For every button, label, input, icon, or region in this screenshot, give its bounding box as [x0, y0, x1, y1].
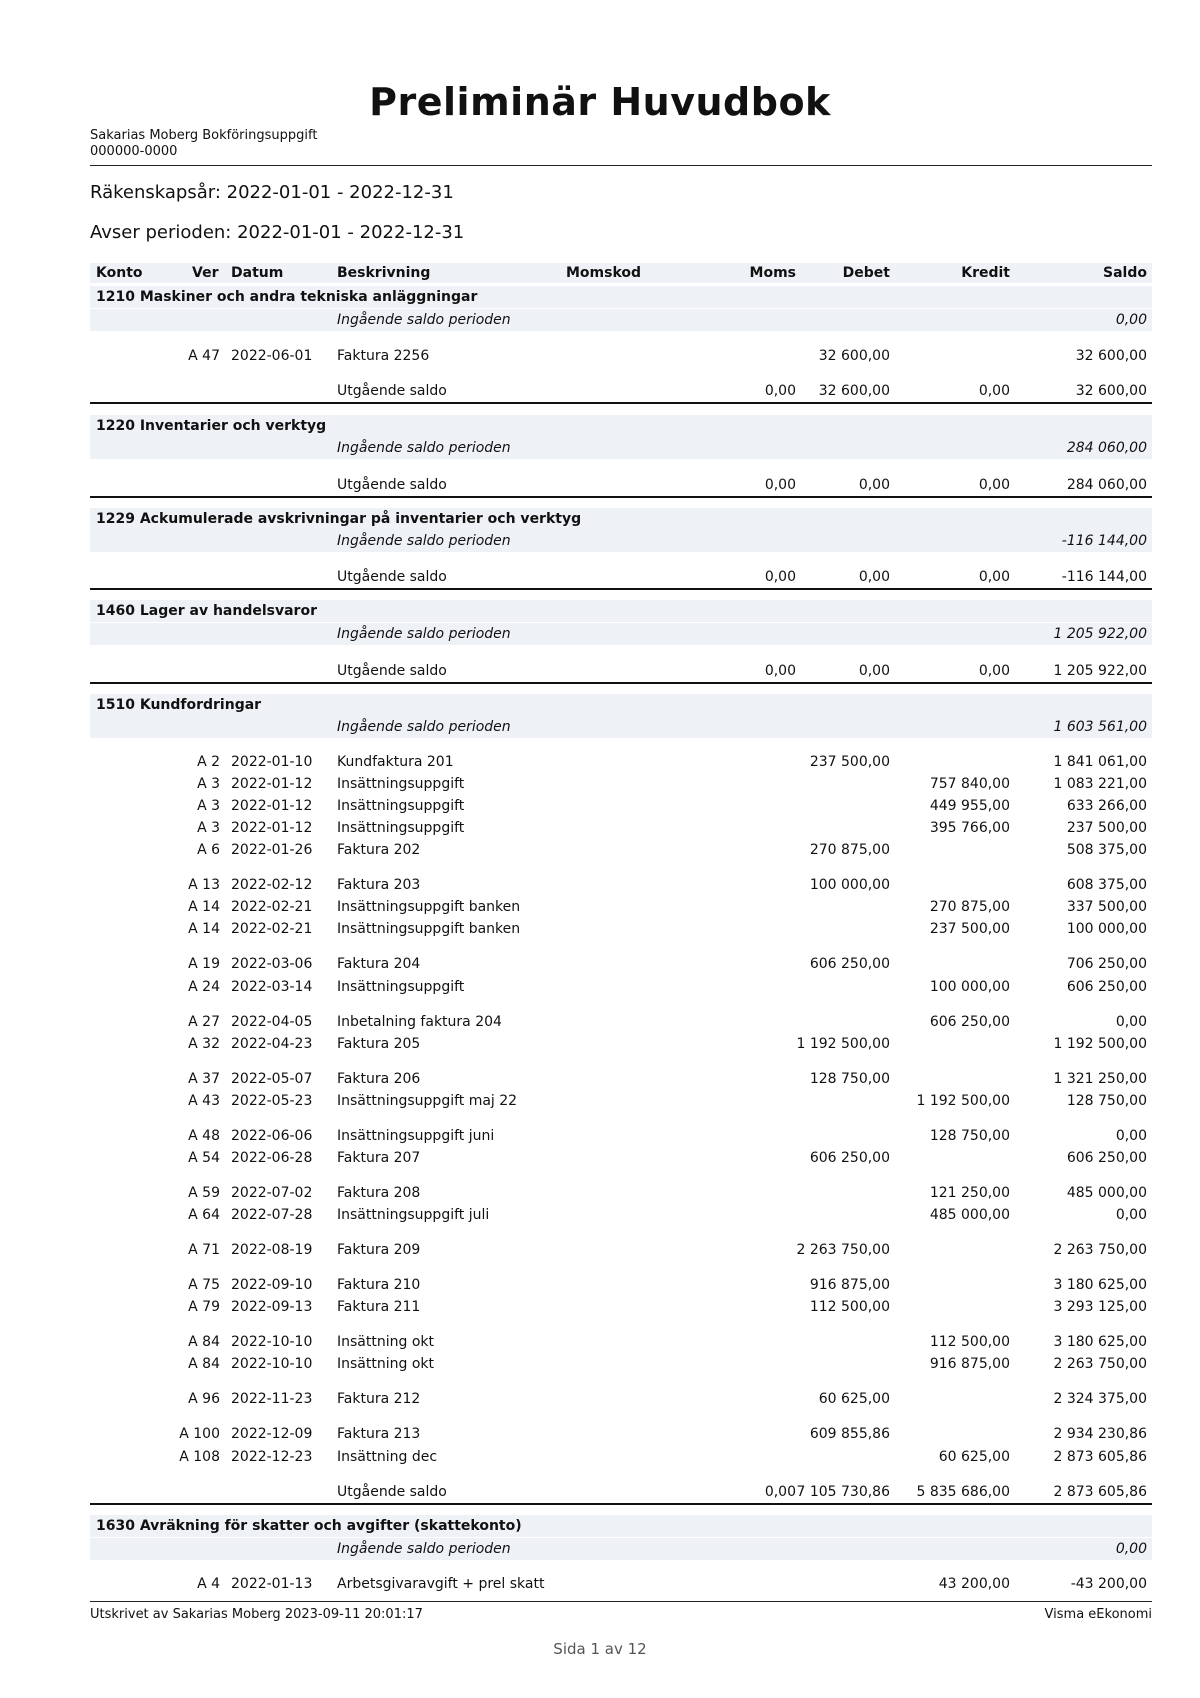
opening-balance-row [90, 437, 1152, 459]
closing-kredit: 5 835 686,00 [916, 1484, 1010, 1500]
ver-number: A 59 [188, 1185, 220, 1201]
transaction-date: 2022-01-12 [231, 798, 313, 814]
closing-moms: 0,00 [764, 569, 796, 585]
kredit-amount: 757 840,00 [929, 776, 1010, 792]
col-kredit: Kredit [961, 265, 1010, 281]
col-beskrivning: Beskrivning [337, 265, 431, 281]
transaction-row [90, 1182, 1152, 1204]
transaction-date: 2022-09-13 [231, 1299, 313, 1315]
opening-balance-label: Ingående saldo perioden [337, 533, 511, 549]
ver-number: A 64 [188, 1207, 220, 1223]
debet-amount: 32 600,00 [818, 348, 890, 364]
closing-kredit: 0,00 [978, 663, 1010, 679]
opening-balance-saldo: 284 060,00 [1066, 440, 1147, 456]
col-saldo: Saldo [1103, 265, 1147, 281]
closing-balance-label: Utgående saldo [337, 569, 447, 585]
saldo-amount: 2 324 375,00 [1053, 1391, 1147, 1407]
opening-balance-saldo: 0,00 [1115, 312, 1147, 328]
ver-number: A 75 [188, 1277, 220, 1293]
printed-by: Utskrivet av Sakarias Moberg 2023-09-11 20:01:17 [90, 1607, 423, 1622]
kredit-amount: 128 750,00 [929, 1128, 1010, 1144]
debet-amount: 270 875,00 [809, 842, 890, 858]
transaction-date: 2022-07-28 [231, 1207, 313, 1223]
opening-balance-row [90, 716, 1152, 738]
transaction-row [90, 795, 1152, 817]
saldo-amount: 3 180 625,00 [1053, 1334, 1147, 1350]
transaction-date: 2022-09-10 [231, 1277, 313, 1293]
closing-saldo: 1 205 922,00 [1053, 663, 1147, 679]
closing-balance-label: Utgående saldo [337, 383, 447, 399]
closing-balance-label: Utgående saldo [337, 477, 447, 493]
transaction-row [90, 1068, 1152, 1090]
closing-debet: 0,00 [858, 663, 890, 679]
transaction-description: Faktura 206 [337, 1071, 421, 1087]
transaction-date: 2022-02-12 [231, 877, 313, 893]
transaction-row [90, 839, 1152, 861]
transaction-description: Faktura 213 [337, 1426, 421, 1442]
col-moms: Moms [749, 265, 796, 281]
transaction-description: Faktura 209 [337, 1242, 421, 1258]
saldo-amount: 3 293 125,00 [1053, 1299, 1147, 1315]
transaction-date: 2022-06-28 [231, 1150, 313, 1166]
transaction-description: Insättning okt [337, 1334, 434, 1350]
transaction-date: 2022-01-12 [231, 776, 313, 792]
closing-debet: 0,00 [858, 477, 890, 493]
transaction-row [90, 976, 1152, 998]
account-title: 1460 Lager av handelsvaror [96, 603, 317, 619]
debet-amount: 112 500,00 [809, 1299, 890, 1315]
kredit-amount: 449 955,00 [929, 798, 1010, 814]
saldo-amount: 1 321 250,00 [1053, 1071, 1147, 1087]
saldo-amount: 508 375,00 [1066, 842, 1147, 858]
transaction-row [90, 1573, 1152, 1595]
debet-amount: 128 750,00 [809, 1071, 890, 1087]
closing-kredit: 0,00 [978, 383, 1010, 399]
debet-amount: 916 875,00 [809, 1277, 890, 1293]
transaction-row [90, 953, 1152, 975]
saldo-amount: 2 934 230,86 [1053, 1426, 1147, 1442]
company-orgnr: 000000-0000 [90, 144, 178, 159]
transaction-row [90, 1033, 1152, 1055]
transaction-description: Faktura 211 [337, 1299, 421, 1315]
company-info [90, 128, 317, 160]
ver-number: A 3 [197, 776, 220, 792]
saldo-amount: 32 600,00 [1075, 348, 1147, 364]
transaction-date: 2022-03-14 [231, 979, 313, 995]
transaction-date: 2022-05-23 [231, 1093, 313, 1109]
saldo-amount: 3 180 625,00 [1053, 1277, 1147, 1293]
transaction-row [90, 1423, 1152, 1445]
debet-amount: 609 855,86 [809, 1426, 890, 1442]
ver-number: A 27 [188, 1014, 220, 1030]
ver-number: A 43 [188, 1093, 220, 1109]
opening-balance-saldo: -116 144,00 [1061, 533, 1147, 549]
ver-number: A 4 [197, 1576, 220, 1592]
account-title: 1229 Ackumulerade avskrivningar på inventarier och verktyg [96, 511, 582, 527]
transaction-row [90, 751, 1152, 773]
saldo-amount: 633 266,00 [1066, 798, 1147, 814]
transaction-description: Insättningsuppgift banken [337, 899, 521, 915]
transaction-date: 2022-10-10 [231, 1356, 313, 1372]
kredit-amount: 43 200,00 [938, 1576, 1010, 1592]
debet-amount: 100 000,00 [809, 877, 890, 893]
account-title: 1220 Inventarier och verktyg [96, 418, 327, 434]
transaction-description: Faktura 208 [337, 1185, 421, 1201]
saldo-amount: 485 000,00 [1066, 1185, 1147, 1201]
column-header-row [90, 263, 1152, 283]
saldo-amount: 606 250,00 [1066, 1150, 1147, 1166]
transaction-date: 2022-02-21 [231, 921, 313, 937]
kredit-amount: 395 766,00 [929, 820, 1010, 836]
opening-balance-saldo: 1 205 922,00 [1053, 626, 1147, 642]
ver-number: A 24 [188, 979, 220, 995]
ver-number: A 14 [188, 899, 220, 915]
account-header [90, 415, 1152, 437]
closing-balance-row [90, 1481, 1152, 1505]
kredit-amount: 60 625,00 [938, 1449, 1010, 1465]
saldo-amount: 237 500,00 [1066, 820, 1147, 836]
transaction-description: Arbetsgivaravgift + prel skatt [337, 1576, 545, 1592]
saldo-amount: 606 250,00 [1066, 979, 1147, 995]
transaction-date: 2022-01-13 [231, 1576, 313, 1592]
ver-number: A 6 [197, 842, 220, 858]
ver-number: A 13 [188, 877, 220, 893]
col-momskod: Momskod [566, 265, 642, 281]
transaction-date: 2022-06-01 [231, 348, 313, 364]
ver-number: A 71 [188, 1242, 220, 1258]
transaction-date: 2022-01-10 [231, 754, 313, 770]
ver-number: A 47 [188, 348, 220, 364]
transaction-date: 2022-08-19 [231, 1242, 313, 1258]
ver-number: A 100 [179, 1426, 220, 1442]
saldo-amount: 0,00 [1115, 1207, 1147, 1223]
report-period: Avser perioden: 2022-01-01 - 2022-12-31 [90, 222, 465, 243]
ver-number: A 32 [188, 1036, 220, 1052]
closing-balance-label: Utgående saldo [337, 1484, 447, 1500]
transaction-description: Inbetalning faktura 204 [337, 1014, 502, 1030]
account-header [90, 600, 1152, 622]
fiscal-year: Räkenskapsår: 2022-01-01 - 2022-12-31 [90, 182, 454, 203]
opening-balance-saldo: 0,00 [1115, 1541, 1147, 1557]
opening-balance-label: Ingående saldo perioden [337, 626, 511, 642]
transaction-row [90, 918, 1152, 940]
transaction-row [90, 1125, 1152, 1147]
kredit-amount: 270 875,00 [929, 899, 1010, 915]
ver-number: A 108 [179, 1449, 220, 1465]
transaction-row [90, 1446, 1152, 1468]
debet-amount: 1 192 500,00 [796, 1036, 890, 1052]
closing-saldo: -116 144,00 [1061, 569, 1147, 585]
opening-balance-row [90, 309, 1152, 331]
debet-amount: 60 625,00 [818, 1391, 890, 1407]
transaction-description: Insättningsuppgift juli [337, 1207, 490, 1223]
transaction-row [90, 1353, 1152, 1375]
ver-number: A 79 [188, 1299, 220, 1315]
closing-balance-row [90, 660, 1152, 684]
col-datum: Datum [231, 265, 284, 281]
col-konto: Konto [96, 265, 143, 281]
footer-rule [90, 1601, 1152, 1602]
saldo-amount: 337 500,00 [1066, 899, 1147, 915]
transaction-row [90, 1090, 1152, 1112]
ver-number: A 48 [188, 1128, 220, 1144]
closing-balance-row [90, 380, 1152, 404]
opening-balance-row [90, 530, 1152, 552]
transaction-description: Insättningsuppgift juni [337, 1128, 495, 1144]
transaction-row [90, 1147, 1152, 1169]
debet-amount: 606 250,00 [809, 956, 890, 972]
ver-number: A 3 [197, 798, 220, 814]
saldo-amount: 2 263 750,00 [1053, 1356, 1147, 1372]
transaction-description: Insättningsuppgift [337, 979, 465, 995]
ver-number: A 3 [197, 820, 220, 836]
transaction-description: Faktura 207 [337, 1150, 421, 1166]
saldo-amount: 608 375,00 [1066, 877, 1147, 893]
ver-number: A 14 [188, 921, 220, 937]
saldo-amount: 0,00 [1115, 1014, 1147, 1030]
transaction-description: Insättning dec [337, 1449, 438, 1465]
transaction-description: Faktura 203 [337, 877, 421, 893]
transaction-date: 2022-04-05 [231, 1014, 313, 1030]
transaction-description: Insättningsuppgift banken [337, 921, 521, 937]
transaction-date: 2022-07-02 [231, 1185, 313, 1201]
opening-balance-label: Ingående saldo perioden [337, 719, 511, 735]
ver-number: A 2 [197, 754, 220, 770]
opening-balance-label: Ingående saldo perioden [337, 312, 511, 328]
kredit-amount: 1 192 500,00 [916, 1093, 1010, 1109]
ver-number: A 84 [188, 1334, 220, 1350]
ver-number: A 54 [188, 1150, 220, 1166]
closing-saldo: 32 600,00 [1075, 383, 1147, 399]
transaction-description: Faktura 2256 [337, 348, 430, 364]
transaction-date: 2022-12-09 [231, 1426, 313, 1442]
transaction-description: Faktura 202 [337, 842, 421, 858]
transaction-description: Faktura 204 [337, 956, 421, 972]
closing-balance-label: Utgående saldo [337, 663, 447, 679]
opening-balance-row [90, 623, 1152, 645]
transaction-row [90, 1296, 1152, 1318]
debet-amount: 606 250,00 [809, 1150, 890, 1166]
transaction-date: 2022-02-21 [231, 899, 313, 915]
closing-balance-row [90, 474, 1152, 498]
saldo-amount: 128 750,00 [1066, 1093, 1147, 1109]
saldo-amount: -43 200,00 [1070, 1576, 1147, 1592]
header-rule [90, 165, 1152, 166]
closing-kredit: 0,00 [978, 477, 1010, 493]
transaction-date: 2022-03-06 [231, 956, 313, 972]
closing-kredit: 0,00 [978, 569, 1010, 585]
account-header [90, 286, 1152, 308]
saldo-amount: 1 192 500,00 [1053, 1036, 1147, 1052]
transaction-date: 2022-04-23 [231, 1036, 313, 1052]
ver-number: A 84 [188, 1356, 220, 1372]
closing-saldo: 2 873 605,86 [1053, 1484, 1147, 1500]
account-header [90, 1515, 1152, 1537]
opening-balance-saldo: 1 603 561,00 [1053, 719, 1147, 735]
transaction-row [90, 1274, 1152, 1296]
col-debet: Debet [842, 265, 890, 281]
col-ver: Ver [192, 265, 219, 281]
page-number: Sida 1 av 12 [553, 1640, 647, 1658]
account-header [90, 508, 1152, 530]
transaction-row [90, 1239, 1152, 1261]
saldo-amount: 0,00 [1115, 1128, 1147, 1144]
transaction-description: Faktura 210 [337, 1277, 421, 1293]
transaction-row [90, 773, 1152, 795]
transaction-description: Insättning okt [337, 1356, 434, 1372]
closing-debet: 32 600,00 [818, 383, 890, 399]
debet-amount: 2 263 750,00 [796, 1242, 890, 1258]
transaction-date: 2022-10-10 [231, 1334, 313, 1350]
transaction-date: 2022-05-07 [231, 1071, 313, 1087]
saldo-amount: 706 250,00 [1066, 956, 1147, 972]
transaction-description: Insättningsuppgift [337, 776, 465, 792]
saldo-amount: 2 873 605,86 [1053, 1449, 1147, 1465]
ver-number: A 19 [188, 956, 220, 972]
transaction-row [90, 896, 1152, 918]
opening-balance-label: Ingående saldo perioden [337, 1541, 511, 1557]
closing-moms: 0,00 [764, 383, 796, 399]
transaction-description: Insättningsuppgift maj 22 [337, 1093, 518, 1109]
closing-moms: 0,00 [764, 477, 796, 493]
transaction-row [90, 1388, 1152, 1410]
kredit-amount: 121 250,00 [929, 1185, 1010, 1201]
account-header [90, 694, 1152, 716]
closing-moms: 0,00 [764, 1484, 796, 1500]
closing-debet: 7 105 730,86 [796, 1484, 890, 1500]
closing-debet: 0,00 [858, 569, 890, 585]
transaction-date: 2022-01-12 [231, 820, 313, 836]
ver-number: A 96 [188, 1391, 220, 1407]
transaction-description: Faktura 205 [337, 1036, 421, 1052]
transaction-date: 2022-01-26 [231, 842, 313, 858]
kredit-amount: 606 250,00 [929, 1014, 1010, 1030]
kredit-amount: 100 000,00 [929, 979, 1010, 995]
closing-balance-row [90, 566, 1152, 590]
company-name: Sakarias Moberg Bokföringsuppgift [90, 128, 318, 143]
saldo-amount: 2 263 750,00 [1053, 1242, 1147, 1258]
transaction-description: Insättningsuppgift [337, 798, 465, 814]
kredit-amount: 916 875,00 [929, 1356, 1010, 1372]
transaction-row [90, 345, 1152, 367]
saldo-amount: 1 083 221,00 [1053, 776, 1147, 792]
opening-balance-label: Ingående saldo perioden [337, 440, 511, 456]
transaction-description: Insättningsuppgift [337, 820, 465, 836]
transaction-date: 2022-12-23 [231, 1449, 313, 1465]
ver-number: A 37 [188, 1071, 220, 1087]
transaction-date: 2022-11-23 [231, 1391, 313, 1407]
transaction-description: Faktura 212 [337, 1391, 421, 1407]
account-title: 1630 Avräkning för skatter och avgifter (skattekonto) [96, 1518, 522, 1534]
transaction-row [90, 1331, 1152, 1353]
transaction-date: 2022-06-06 [231, 1128, 313, 1144]
opening-balance-row [90, 1538, 1152, 1560]
transaction-row [90, 817, 1152, 839]
transaction-description: Kundfaktura 201 [337, 754, 454, 770]
transaction-row [90, 1011, 1152, 1033]
software-name: Visma eEkonomi [1044, 1607, 1152, 1622]
account-title: 1510 Kundfordringar [96, 697, 262, 713]
closing-saldo: 284 060,00 [1066, 477, 1147, 493]
kredit-amount: 237 500,00 [929, 921, 1010, 937]
kredit-amount: 485 000,00 [929, 1207, 1010, 1223]
transaction-row [90, 874, 1152, 896]
transaction-row [90, 1204, 1152, 1226]
account-title: 1210 Maskiner och andra tekniska anläggningar [96, 289, 478, 305]
debet-amount: 237 500,00 [809, 754, 890, 770]
saldo-amount: 100 000,00 [1066, 921, 1147, 937]
closing-moms: 0,00 [764, 663, 796, 679]
saldo-amount: 1 841 061,00 [1053, 754, 1147, 770]
report-title: Preliminär Huvudbok [369, 80, 831, 124]
kredit-amount: 112 500,00 [929, 1334, 1010, 1350]
